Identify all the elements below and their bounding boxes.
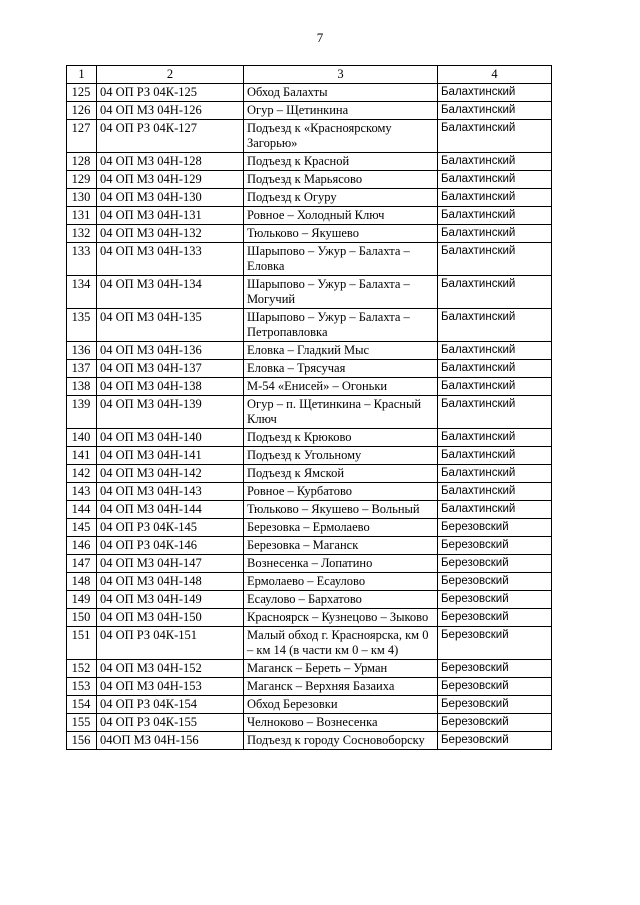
column-header-3: 3 bbox=[244, 66, 438, 84]
road-name-cell: Березовка – Ермолаево bbox=[244, 519, 438, 537]
road-name-cell: Подъезд к городу Сосновоборску bbox=[244, 732, 438, 750]
road-code-cell: 04 ОП РЗ 04К-151 bbox=[97, 627, 244, 660]
road-name-cell: Обход Балахты bbox=[244, 84, 438, 102]
road-name-cell: Огур – п. Щетинкина – Красный Ключ bbox=[244, 396, 438, 429]
road-code-cell: 04 ОП МЗ 04Н-152 bbox=[97, 660, 244, 678]
road-code-cell: 04 ОП РЗ 04К-127 bbox=[97, 120, 244, 153]
district-cell: Балахтинский bbox=[438, 153, 552, 171]
district-cell: Балахтинский bbox=[438, 207, 552, 225]
road-code-cell: 04 ОП МЗ 04Н-137 bbox=[97, 360, 244, 378]
road-code-cell: 04 ОП МЗ 04Н-148 bbox=[97, 573, 244, 591]
road-name-cell: Еловка – Гладкий Мыс bbox=[244, 342, 438, 360]
row-number-cell: 126 bbox=[67, 102, 97, 120]
road-name-cell: Подъезд к «Красноярскому Загорью» bbox=[244, 120, 438, 153]
district-cell: Балахтинский bbox=[438, 465, 552, 483]
row-number-cell: 136 bbox=[67, 342, 97, 360]
district-cell: Балахтинский bbox=[438, 84, 552, 102]
district-cell: Балахтинский bbox=[438, 447, 552, 465]
table-row bbox=[67, 609, 552, 627]
table-row bbox=[67, 501, 552, 519]
road-code-cell: 04 ОП МЗ 04Н-139 bbox=[97, 396, 244, 429]
table-row bbox=[67, 207, 552, 225]
road-name-cell: Ермолаево – Есаулово bbox=[244, 573, 438, 591]
row-number-cell: 150 bbox=[67, 609, 97, 627]
row-number-cell: 148 bbox=[67, 573, 97, 591]
road-code-cell: 04 ОП РЗ 04К-125 bbox=[97, 84, 244, 102]
road-name-cell: Малый обход г. Красноярска, км 0 – км 14 (в части км 0 – км 4) bbox=[244, 627, 438, 660]
table-row bbox=[67, 309, 552, 342]
row-number-cell: 139 bbox=[67, 396, 97, 429]
road-name-cell: Есаулово – Бархатово bbox=[244, 591, 438, 609]
road-code-cell: 04 ОП МЗ 04Н-131 bbox=[97, 207, 244, 225]
district-cell: Балахтинский bbox=[438, 102, 552, 120]
road-code-cell: 04 ОП МЗ 04Н-136 bbox=[97, 342, 244, 360]
row-number-cell: 133 bbox=[67, 243, 97, 276]
road-name-cell: Ровное – Холодный Ключ bbox=[244, 207, 438, 225]
road-name-cell: Тюльково – Якушево bbox=[244, 225, 438, 243]
road-code-cell: 04 ОП МЗ 04Н-134 bbox=[97, 276, 244, 309]
district-cell: Балахтинский bbox=[438, 378, 552, 396]
row-number-cell: 128 bbox=[67, 153, 97, 171]
row-number-cell: 151 bbox=[67, 627, 97, 660]
row-number-cell: 156 bbox=[67, 732, 97, 750]
row-number-cell: 144 bbox=[67, 501, 97, 519]
page-number: 7 bbox=[316, 30, 324, 45]
district-cell: Березовский bbox=[438, 627, 552, 660]
table-row bbox=[67, 519, 552, 537]
district-cell: Балахтинский bbox=[438, 360, 552, 378]
road-name-cell: Тюльково – Якушево – Вольный bbox=[244, 501, 438, 519]
row-number-cell: 134 bbox=[67, 276, 97, 309]
district-cell: Балахтинский bbox=[438, 309, 552, 342]
district-cell: Березовский bbox=[438, 573, 552, 591]
district-cell: Балахтинский bbox=[438, 342, 552, 360]
table-row bbox=[67, 447, 552, 465]
road-name-cell: Маганск – Береть – Урман bbox=[244, 660, 438, 678]
table-row bbox=[67, 171, 552, 189]
road-name-cell: М-54 «Енисей» – Огоньки bbox=[244, 378, 438, 396]
road-name-cell: Подъезд к Угольному bbox=[244, 447, 438, 465]
table-row bbox=[67, 537, 552, 555]
road-name-cell: Ровное – Курбатово bbox=[244, 483, 438, 501]
road-code-cell: 04 ОП МЗ 04Н-143 bbox=[97, 483, 244, 501]
district-cell: Балахтинский bbox=[438, 501, 552, 519]
district-cell: Березовский bbox=[438, 660, 552, 678]
road-code-cell: 04 ОП МЗ 04Н-129 bbox=[97, 171, 244, 189]
table-row bbox=[67, 378, 552, 396]
district-cell: Березовский bbox=[438, 519, 552, 537]
table-row bbox=[67, 396, 552, 429]
district-cell: Березовский bbox=[438, 609, 552, 627]
table-row bbox=[67, 678, 552, 696]
table-row bbox=[67, 189, 552, 207]
table-row bbox=[67, 276, 552, 309]
road-code-cell: 04 ОП МЗ 04Н-138 bbox=[97, 378, 244, 396]
road-name-cell: Вознесенка – Лопатино bbox=[244, 555, 438, 573]
road-name-cell: Подъезд к Крюково bbox=[244, 429, 438, 447]
district-cell: Балахтинский bbox=[438, 225, 552, 243]
road-code-cell: 04 ОП МЗ 04Н-153 bbox=[97, 678, 244, 696]
row-number-cell: 146 bbox=[67, 537, 97, 555]
table-row bbox=[67, 483, 552, 501]
district-cell: Балахтинский bbox=[438, 429, 552, 447]
district-cell: Березовский bbox=[438, 591, 552, 609]
road-name-cell: Шарыпово – Ужур – Балахта – Могучий bbox=[244, 276, 438, 309]
row-number-cell: 143 bbox=[67, 483, 97, 501]
road-name-cell: Подъезд к Ямской bbox=[244, 465, 438, 483]
district-cell: Березовский bbox=[438, 696, 552, 714]
row-number-cell: 130 bbox=[67, 189, 97, 207]
road-code-cell: 04 ОП РЗ 04К-146 bbox=[97, 537, 244, 555]
road-code-cell: 04 ОП МЗ 04Н-126 bbox=[97, 102, 244, 120]
column-header-4: 4 bbox=[438, 66, 552, 84]
table-row bbox=[67, 696, 552, 714]
table-row bbox=[67, 84, 552, 102]
road-name-cell: Подъезд к Красной bbox=[244, 153, 438, 171]
road-name-cell: Подъезд к Марьясово bbox=[244, 171, 438, 189]
road-name-cell: Маганск – Верхняя Базаиха bbox=[244, 678, 438, 696]
table-row bbox=[67, 225, 552, 243]
road-code-cell: 04 ОП РЗ 04К-154 bbox=[97, 696, 244, 714]
road-code-cell: 04 ОП МЗ 04Н-130 bbox=[97, 189, 244, 207]
road-code-cell: 04 ОП МЗ 04Н-133 bbox=[97, 243, 244, 276]
table-row bbox=[67, 429, 552, 447]
row-number-cell: 153 bbox=[67, 678, 97, 696]
table-row bbox=[67, 243, 552, 276]
row-number-cell: 155 bbox=[67, 714, 97, 732]
row-number-cell: 132 bbox=[67, 225, 97, 243]
row-number-cell: 135 bbox=[67, 309, 97, 342]
district-cell: Березовский bbox=[438, 678, 552, 696]
road-name-cell: Шарыпово – Ужур – Балахта – Петропавловка bbox=[244, 309, 438, 342]
row-number-cell: 137 bbox=[67, 360, 97, 378]
row-number-cell: 138 bbox=[67, 378, 97, 396]
table-row bbox=[67, 660, 552, 678]
row-number-cell: 127 bbox=[67, 120, 97, 153]
road-name-cell: Березовка – Маганск bbox=[244, 537, 438, 555]
district-cell: Балахтинский bbox=[438, 189, 552, 207]
road-code-cell: 04 ОП МЗ 04Н-149 bbox=[97, 591, 244, 609]
roads-table bbox=[66, 65, 552, 750]
district-cell: Балахтинский bbox=[438, 396, 552, 429]
road-code-cell: 04 ОП МЗ 04Н-135 bbox=[97, 309, 244, 342]
road-name-cell: Подъезд к Огуру bbox=[244, 189, 438, 207]
road-code-cell: 04 ОП МЗ 04Н-132 bbox=[97, 225, 244, 243]
table-row bbox=[67, 153, 552, 171]
row-number-cell: 152 bbox=[67, 660, 97, 678]
road-code-cell: 04 ОП МЗ 04Н-140 bbox=[97, 429, 244, 447]
table-row bbox=[67, 732, 552, 750]
row-number-cell: 129 bbox=[67, 171, 97, 189]
table-row bbox=[67, 627, 552, 660]
table-header-row bbox=[67, 66, 552, 84]
row-number-cell: 142 bbox=[67, 465, 97, 483]
district-cell: Балахтинский bbox=[438, 120, 552, 153]
road-code-cell: 04 ОП МЗ 04Н-128 bbox=[97, 153, 244, 171]
row-number-cell: 149 bbox=[67, 591, 97, 609]
road-code-cell: 04 ОП РЗ 04К-155 bbox=[97, 714, 244, 732]
road-code-cell: 04ОП МЗ 04Н-156 bbox=[97, 732, 244, 750]
table-row bbox=[67, 573, 552, 591]
table-body bbox=[67, 84, 552, 750]
column-header-1: 1 bbox=[67, 66, 97, 84]
table-row bbox=[67, 342, 552, 360]
road-code-cell: 04 ОП МЗ 04Н-141 bbox=[97, 447, 244, 465]
road-code-cell: 04 ОП МЗ 04Н-142 bbox=[97, 465, 244, 483]
table-row bbox=[67, 120, 552, 153]
road-code-cell: 04 ОП МЗ 04Н-144 bbox=[97, 501, 244, 519]
district-cell: Балахтинский bbox=[438, 243, 552, 276]
row-number-cell: 145 bbox=[67, 519, 97, 537]
table-row bbox=[67, 714, 552, 732]
row-number-cell: 147 bbox=[67, 555, 97, 573]
road-name-cell: Огур – Щетинкина bbox=[244, 102, 438, 120]
table-row bbox=[67, 102, 552, 120]
row-number-cell: 140 bbox=[67, 429, 97, 447]
road-name-cell: Красноярск – Кузнецово – Зыково bbox=[244, 609, 438, 627]
road-code-cell: 04 ОП МЗ 04Н-147 bbox=[97, 555, 244, 573]
row-number-cell: 154 bbox=[67, 696, 97, 714]
row-number-cell: 131 bbox=[67, 207, 97, 225]
table-row bbox=[67, 465, 552, 483]
district-cell: Березовский bbox=[438, 714, 552, 732]
road-name-cell: Обход Березовки bbox=[244, 696, 438, 714]
road-code-cell: 04 ОП РЗ 04К-145 bbox=[97, 519, 244, 537]
district-cell: Березовский bbox=[438, 537, 552, 555]
district-cell: Балахтинский bbox=[438, 171, 552, 189]
column-header-2: 2 bbox=[97, 66, 244, 84]
road-name-cell: Челноково – Вознесенка bbox=[244, 714, 438, 732]
table-row bbox=[67, 591, 552, 609]
table-row bbox=[67, 360, 552, 378]
road-name-cell: Шарыпово – Ужур – Балахта – Еловка bbox=[244, 243, 438, 276]
district-cell: Березовский bbox=[438, 732, 552, 750]
district-cell: Балахтинский bbox=[438, 483, 552, 501]
row-number-cell: 141 bbox=[67, 447, 97, 465]
district-cell: Березовский bbox=[438, 555, 552, 573]
road-name-cell: Еловка – Трясучая bbox=[244, 360, 438, 378]
row-number-cell: 125 bbox=[67, 84, 97, 102]
table-row bbox=[67, 555, 552, 573]
road-code-cell: 04 ОП МЗ 04Н-150 bbox=[97, 609, 244, 627]
district-cell: Балахтинский bbox=[438, 276, 552, 309]
